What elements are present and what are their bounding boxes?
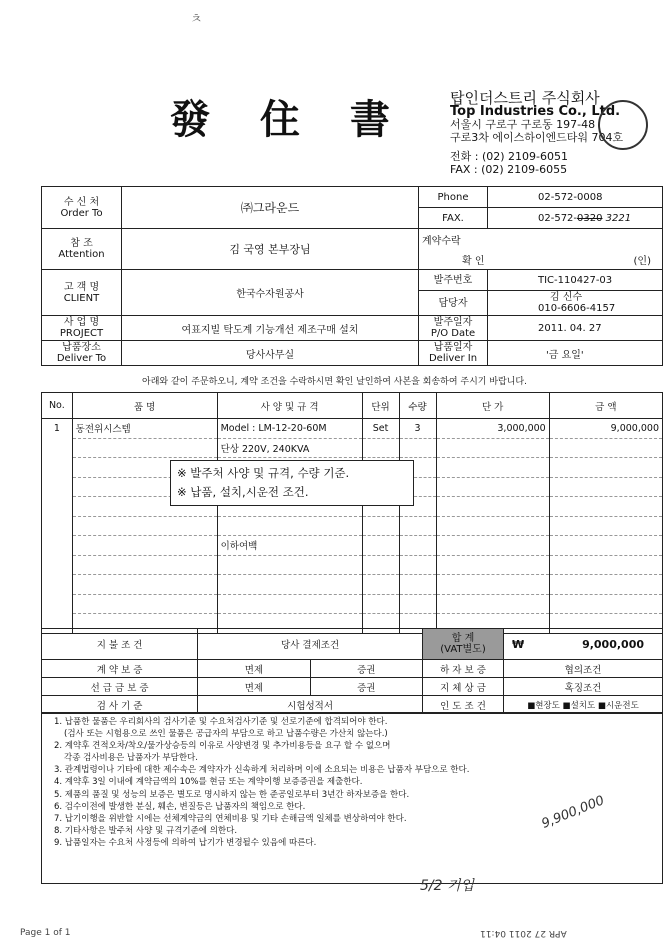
payment-value: 당사 결제조건: [198, 629, 423, 660]
term-6: 6. 검수이전에 발생한 분실, 훼손, 변질등은 납품자의 책임으로 한다.: [54, 801, 306, 812]
total-value: [504, 629, 663, 660]
item-price: [436, 516, 549, 536]
fax-handwritten: 3221: [605, 212, 632, 224]
client-label-text: 고 객 명 CLIENT: [63, 281, 100, 304]
guarantee-m1-1: 면제: [198, 660, 310, 678]
item-price: [436, 536, 549, 556]
item-no: [42, 555, 73, 575]
col-unit: 단위: [362, 393, 399, 419]
handwritten-note: 5/2 기입: [420, 878, 475, 894]
handwritten-amount: 9,900,000: [539, 793, 607, 832]
attention-label-text: 참 조 Attention: [58, 238, 105, 260]
item-unit: [362, 536, 399, 556]
conditions-callout: [170, 460, 414, 506]
manager-tel: 010-6606-4157: [538, 303, 616, 314]
item-no: [42, 575, 73, 595]
item-no: [42, 458, 73, 478]
item-no: [42, 594, 73, 614]
notice-text: 아래와 같이 주문하오니, 계약 조건을 수락하시면 확인 날인하여 사본을 회송하여 주시기 바랍니다.: [142, 377, 527, 387]
term-8: 8. 기타사항은 발주처 사양 및 규격기준에 의한다.: [54, 825, 238, 836]
item-spec: [217, 555, 362, 575]
item-qty: [399, 536, 436, 556]
item-unit: Set: [362, 419, 399, 439]
order-to-value: ㈜그라운드: [122, 187, 419, 229]
po-date-value: 2011. 04. 27: [488, 316, 663, 341]
item-unit: [362, 516, 399, 536]
item-no: [42, 497, 73, 517]
confirm-row: [419, 249, 663, 270]
manager-label: 담당자: [419, 291, 488, 316]
term-2b: 각종 검사비용은 납품자가 부담한다.: [64, 753, 198, 764]
confirm-label: 확 인: [462, 255, 485, 267]
item-amount: [549, 438, 662, 458]
guarantee-label-2: 선 급 금 보 증: [42, 678, 198, 696]
footer-page: Page 1 of 1: [20, 928, 71, 938]
item-price: [436, 555, 549, 575]
item-price: [436, 575, 549, 595]
guarantee-v-3: ■현장도 ■설치도 ■시운전도: [504, 696, 663, 714]
item-name: [72, 536, 217, 556]
term-7: 7. 납기이행을 위반할 시에는 선체계약금의 연체비용 및 기타 손해금액 일체를 변상하여야 한다.: [54, 813, 407, 824]
item-price: [436, 497, 549, 517]
item-name: [72, 555, 217, 575]
project-value: 여표지빌 탁도계 기능개선 제조구매 설치: [122, 316, 419, 341]
col-amount: 금 액: [549, 393, 662, 419]
payment-label: 지 불 조 건: [42, 629, 198, 660]
phone-label: Phone: [419, 187, 488, 208]
deliver-in-label-text: 납품일자 Deliver In: [428, 342, 478, 364]
item-qty: 3: [399, 419, 436, 439]
item-spec: 단상 220V, 240KVA: [217, 438, 362, 458]
item-qty: [399, 438, 436, 458]
guarantee-v-2: 혹징조건: [504, 678, 663, 696]
col-qty: 수량: [399, 393, 436, 419]
terms-list: [41, 712, 663, 884]
company-fax: FAX : (02) 2109-6055: [450, 163, 568, 176]
item-price: [436, 594, 549, 614]
item-price: [436, 477, 549, 497]
table-row: [42, 594, 663, 614]
currency-symbol: ₩: [512, 637, 525, 651]
manager-value: [488, 291, 663, 316]
guarantee-label-3: 검 사 기 준: [42, 696, 198, 714]
fax-label: FAX.: [419, 208, 488, 229]
term-5: 5. 제품의 품질 및 성능의 보증은 별도로 명시하지 않는 한 준공일로부터 3년간 하자보증을 한다.: [54, 789, 410, 800]
guarantee-m2-1: 증권: [310, 660, 422, 678]
item-spec: [217, 516, 362, 536]
company-tel: 전화 : (02) 2109-6051: [450, 150, 568, 163]
item-no: [42, 516, 73, 536]
item-spec: Model : LM-12-20-60M: [217, 419, 362, 439]
col-spec: 사 양 및 규 격: [217, 393, 362, 419]
item-unit: [362, 438, 399, 458]
order-to-label: [42, 187, 122, 229]
guarantee-v-1: 협의조건: [504, 660, 663, 678]
table-row: [42, 516, 663, 536]
item-qty: [399, 516, 436, 536]
attention-label: [42, 229, 122, 270]
item-amount: [549, 575, 662, 595]
col-name: 품 명: [72, 393, 217, 419]
total-amount: 9,000,000: [582, 637, 644, 651]
guarantee-m2-2: 증권: [310, 678, 422, 696]
guarantee-m2-3: 시험성적서: [198, 696, 423, 714]
item-qty: [399, 594, 436, 614]
item-name: [72, 438, 217, 458]
item-qty: [399, 575, 436, 595]
company-address-1: 서울시 구로구 구로동 197-48: [450, 118, 596, 131]
callout-line-1: ※ 발주처 사양 및 규격, 수량 기준.: [177, 466, 350, 480]
item-qty: [399, 555, 436, 575]
deliver-to-value: 당사사무실: [122, 341, 419, 366]
client-value: 한국수자원공사: [122, 270, 419, 316]
item-unit: [362, 575, 399, 595]
guarantee-m1-2: 면제: [198, 678, 310, 696]
term-9: 9. 납품일자는 수요처 사정등에 의하여 납기가 변경될수 있음에 따른다.: [54, 837, 317, 848]
callout-line-2: ※ 납품, 설치,시운전 조건.: [177, 485, 309, 499]
item-amount: [549, 536, 662, 556]
order-to-label-text: 수 신 처 Order To: [60, 196, 103, 219]
item-amount: [549, 594, 662, 614]
item-spec: [217, 575, 362, 595]
col-price: 단 가: [436, 393, 549, 419]
item-amount: [549, 555, 662, 575]
footer-fax-stamp: APR 27 2011 04:11: [480, 928, 567, 938]
stamp-mark: ㅊ: [190, 12, 203, 27]
item-no: [42, 477, 73, 497]
col-no: No.: [42, 393, 73, 419]
term-3: 3. 관계법령이나 기타에 대한 제수속은 계약자가 신속하게 처리하며 이에 소요되는 비용은 납품자 부담으로 한다.: [54, 765, 470, 776]
fax-value: [488, 208, 663, 229]
order-no-label: 발주번호: [419, 270, 488, 291]
contract-accept-label: 계약수락: [419, 229, 663, 250]
table-row: [42, 438, 663, 458]
guarantee-r-1: 하 자 보 증: [423, 660, 504, 678]
deliver-in-value: '금 요일': [488, 341, 663, 366]
item-no: [42, 536, 73, 556]
table-row: [42, 536, 663, 556]
po-date-label: [419, 316, 488, 341]
term-1b: (검사 또는 시험용으로 쓰인 물품은 공급자의 부담으로 하고 납품수량은 가산치 않는다.): [64, 729, 388, 740]
item-spec: [217, 594, 362, 614]
deliver-to-label-text: 납품장소 Deliver To: [56, 342, 107, 364]
terms-table: [41, 628, 663, 714]
item-no: 1: [42, 419, 73, 439]
item-no: [42, 438, 73, 458]
item-amount: [549, 497, 662, 517]
document-title: 發 住 書: [170, 96, 408, 143]
table-row: [42, 555, 663, 575]
item-unit: [362, 594, 399, 614]
company-block: [450, 89, 624, 176]
po-date-label-text: 발주일자 P/O Date: [430, 317, 476, 339]
project-label: [42, 316, 122, 341]
fax-struck: 0320: [577, 212, 603, 224]
item-name: [72, 575, 217, 595]
deliver-in-label: [419, 341, 488, 366]
attention-value: 김 국영 본부장님: [122, 229, 419, 270]
table-row: [42, 419, 663, 439]
item-name: 동전위시스템: [72, 419, 217, 439]
item-unit: [362, 555, 399, 575]
item-name: [72, 594, 217, 614]
company-seal-icon: [598, 100, 648, 150]
company-address-2: 구로3차 에이스하이엔드타워 704호: [450, 131, 624, 144]
item-amount: [549, 516, 662, 536]
company-korean-name: 탑인더스트리 주식회사: [450, 89, 600, 107]
table-row: [42, 575, 663, 595]
project-label-text: 사 업 명 PROJECT: [59, 317, 104, 339]
items-table: [41, 392, 663, 634]
phone-value: 02-572-0008: [488, 187, 663, 208]
item-amount: [549, 458, 662, 478]
item-price: [436, 438, 549, 458]
order-no-value: TIC-110427-03: [488, 270, 663, 291]
item-price: [436, 458, 549, 478]
company-english-name: Top Industries Co., Ltd.: [450, 104, 621, 119]
fax-prefix: 02-572-: [538, 212, 578, 224]
order-header-table: [41, 186, 663, 366]
item-amount: [549, 477, 662, 497]
deliver-to-label: [42, 341, 122, 366]
client-label: [42, 270, 122, 316]
item-price: 3,000,000: [436, 419, 549, 439]
guarantee-r-2: 지 체 상 금: [423, 678, 504, 696]
item-name: [72, 516, 217, 536]
total-label-text: 합 계 (VAT별도): [440, 633, 486, 655]
guarantee-r-3: 인 도 조 건: [423, 696, 504, 714]
seal-label: (인): [633, 255, 651, 267]
manager-name: 김 신수: [550, 292, 583, 303]
item-spec: 이하여백: [217, 536, 362, 556]
term-1: 1. 납품한 물품은 우리회사의 검사기준 및 수요처검사기준 및 선로기준에 합격되어야 한다.: [54, 717, 388, 727]
total-label: [423, 629, 504, 660]
term-2: 2. 계약후 견적오차/착오/물가상승등의 이유로 사양변경 및 추가비용등을 요구 할 수 없으며: [54, 741, 391, 752]
guarantee-label-1: 계 약 보 증: [42, 660, 198, 678]
item-amount: 9,000,000: [549, 419, 662, 439]
item-rows: [42, 419, 663, 634]
term-4: 4. 계약후 3일 이내에 계약금액의 10%를 현금 또는 계약이행 보증증권을 제출한다.: [54, 777, 363, 788]
